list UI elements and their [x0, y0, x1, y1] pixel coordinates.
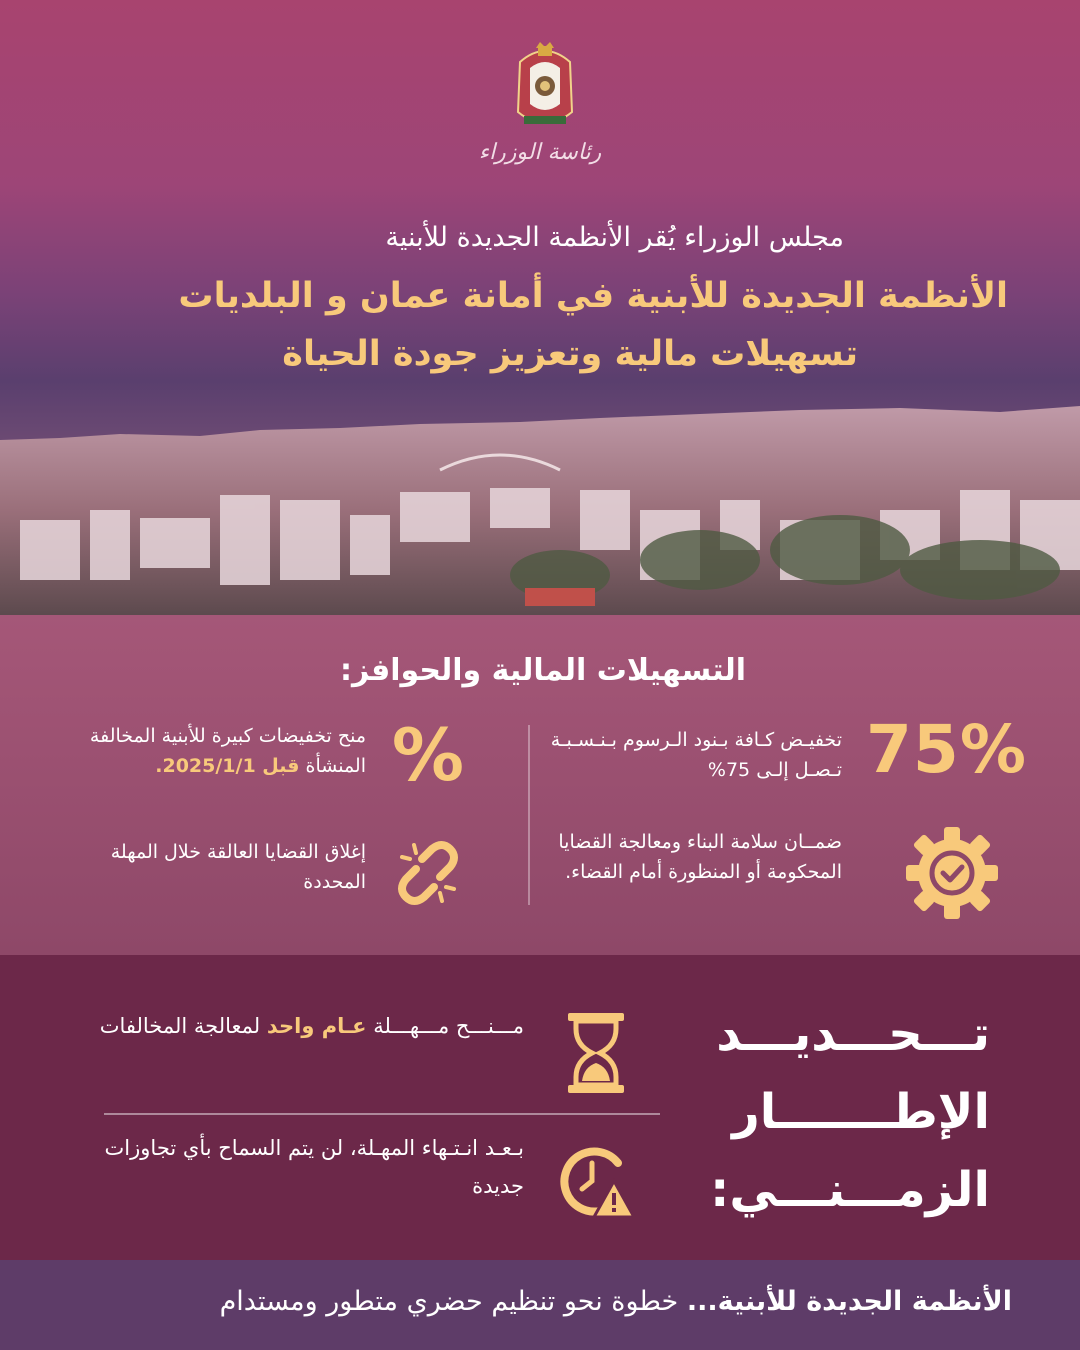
column-divider	[528, 725, 530, 905]
coat-of-arms-icon	[510, 42, 580, 134]
footer-rest-text: خطوة نحو تنظيم حضري متطور ومستدام	[219, 1286, 687, 1317]
date-highlight: قبل 2025/1/1.	[155, 755, 300, 777]
clock-warning-icon	[556, 1141, 636, 1221]
violations-discount-body: منح تخفيضات كبيرة للأبنية المخالفة المنشأة	[89, 725, 366, 777]
grace-period-pre: مـــنـــح مـــهـــلة	[373, 1014, 524, 1038]
fees-reduction-text: تخفيـض كـافة بـنود الـرسوم بـنـسـبـة تـصـل إلـى 75%	[550, 729, 842, 781]
building-safety-text: ضمــان سلامة البناء ومعالجة القضايا المحكومة أو المنظورة أمام القضاء.	[558, 831, 842, 883]
grace-period-post: لمعالجة المخالفات	[99, 1014, 261, 1038]
hero-section	[0, 0, 1080, 615]
city-skyline-image	[0, 400, 1080, 615]
timeframe-title-line2: الإطـــــــار	[732, 1084, 990, 1140]
row-divider	[104, 1113, 660, 1115]
close-cases-text: إغلاق القضايا العالقة خلال المهلة المحددة	[110, 841, 366, 893]
timeframe-title-line3: الزمـــنـــي:	[710, 1162, 990, 1218]
headline-sub: تسهيلات مالية وتعزيز جودة الحياة	[282, 334, 858, 374]
one-year-highlight: عـام واحد	[266, 1014, 367, 1038]
headline-main: الأنظمة الجديدة للأبنية في أمانة عمان و البلديات	[178, 276, 1008, 316]
grace-period-text	[94, 1007, 524, 1045]
footer-banner	[0, 1260, 1080, 1350]
footer-bold-text: الأنظمة الجديدة للأبنية...	[686, 1286, 1012, 1317]
percent-icon: %	[391, 713, 464, 797]
gear-check-icon	[904, 825, 1000, 921]
headline-intro: مجلس الوزراء يُقر الأنظمة الجديدة للأبنية	[385, 222, 844, 253]
timeframe-title	[700, 995, 990, 1229]
pm-signature: رئاسة الوزراء	[478, 140, 602, 165]
financial-title: التسهيلات المالية والحوافز:	[339, 653, 746, 688]
timeframe-title-line1: تـــحـــديـــد	[716, 1006, 990, 1062]
timeframe-section	[0, 955, 1080, 1260]
financial-incentives-section	[0, 615, 1080, 955]
violations-discount-text	[46, 721, 366, 781]
hourglass-icon	[566, 1011, 626, 1095]
no-new-violations-text: بـعـد انـتـهاء المهـلة، لن يتم السماح بأي تجاوزات جديدة	[104, 1136, 524, 1198]
footer-text	[52, 1286, 1012, 1317]
broken-link-icon	[392, 837, 464, 909]
discount-75-badge: 75%	[866, 711, 1027, 788]
